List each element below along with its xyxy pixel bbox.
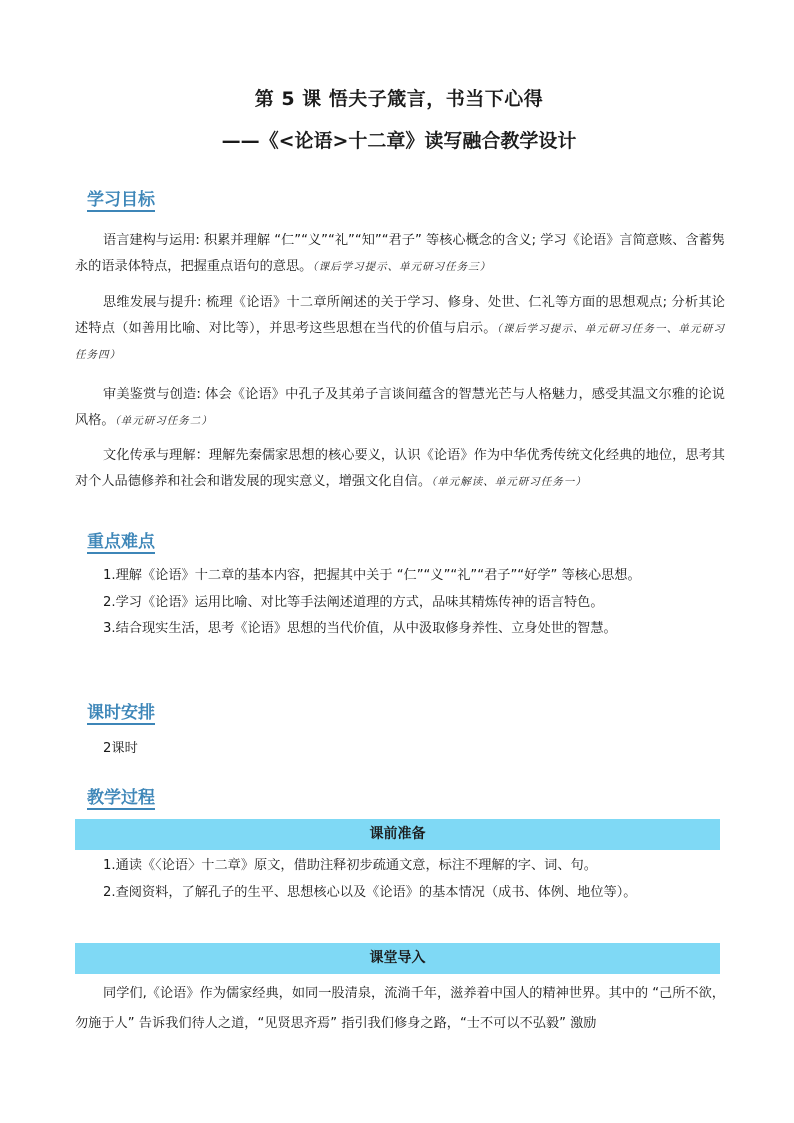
key-points-heading: 重点难点 [87,532,155,552]
intro-bar: 课堂导入 [75,943,720,974]
prep-list [75,853,725,906]
list-item: 1.通读《〈论语〉十二章》原文，借助注释初步疏通文意，标注不理解的字、词、句。 [103,858,597,873]
lesson-subtitle: ——《<论语>十二章》读写融合教学设计 [221,130,577,152]
objectives-heading: 学习目标 [87,190,155,210]
objective-text: 思维发展与提升: 梳理《论语》十二章所阐述的关于学习、修身、处世、仁礼等方面的思想观点; 分析其论述特点（如善用比喻、对比等），并思考这些思想在当代的价值与启示。 [75,295,725,336]
objective-language [75,228,725,280]
objective-note: （单元解读、单元研习任务一） [431,476,587,488]
prep-bar: 课前准备 [75,819,720,850]
intro-paragraph: 同学们,《论语》作为儒家经典，如同一股清泉，流淌千年，滋养着中国人的精神世界。其中的 “己所不欲，勿施于人” 告诉我们待人之道，“见贤思齐焉” 指引我们修身之路，“士不可以不弘毅” 激励 [75,986,725,1031]
list-item: 2.查阅资料，了解孔子的生平、思想核心以及《论语》的基本情况（成书、体例、地位等）。 [103,884,637,900]
list-item: 2.学习《论语》运用比喻、对比等手法阐述道理的方式，品味其精炼传神的语言特色。 [103,594,604,610]
objective-culture [75,443,725,495]
objective-note: （课后学习提示、单元研习任务三） [312,261,492,273]
objective-note: （课后学习提示、单元研习任务一、单元研习任务四） [75,323,725,361]
objective-text: 语言建构与运用: 积累并理解 “仁”“义”“礼”“知”“君子” 等核心概念的含义; 学习《论语》言简意赅、含蓄隽永的语录体特点，把握重点语句的意思。 [75,233,725,274]
objective-text: 文化传承与理解：理解先秦儒家思想的核心要义，认识《论语》作为中华优秀传统文化经典的地位，思考其对个人品德修养和社会和谐发展的现实意义，增强文化自信。 [75,448,725,489]
schedule-text: 2课时 [103,741,138,756]
lesson-title: 第 5 课 悟夫子箴言，书当下心得 [254,88,544,110]
list-item: 3.结合现实生活，思考《论语》思想的当代价值，从中汲取修身养性、立身处世的智慧。 [103,621,617,636]
objective-text: 审美鉴赏与创造: 体会《论语》中孔子及其弟子言谈间蕴含的智慧光芒与人格魅力，感受其温文尔雅的论说风格。 [75,387,725,428]
process-heading: 教学过程 [87,788,155,808]
key-points-list [75,563,725,643]
objective-note: （单元研习任务二） [114,415,213,427]
objective-thinking [75,290,725,368]
objective-aesthetic [75,382,725,434]
list-item: 1.理解《论语》十二章的基本内容，把握其中关于 “仁”“义”“礼”“君子”“好学” 等核心思想。 [103,568,641,583]
schedule-heading: 课时安排 [87,703,155,723]
